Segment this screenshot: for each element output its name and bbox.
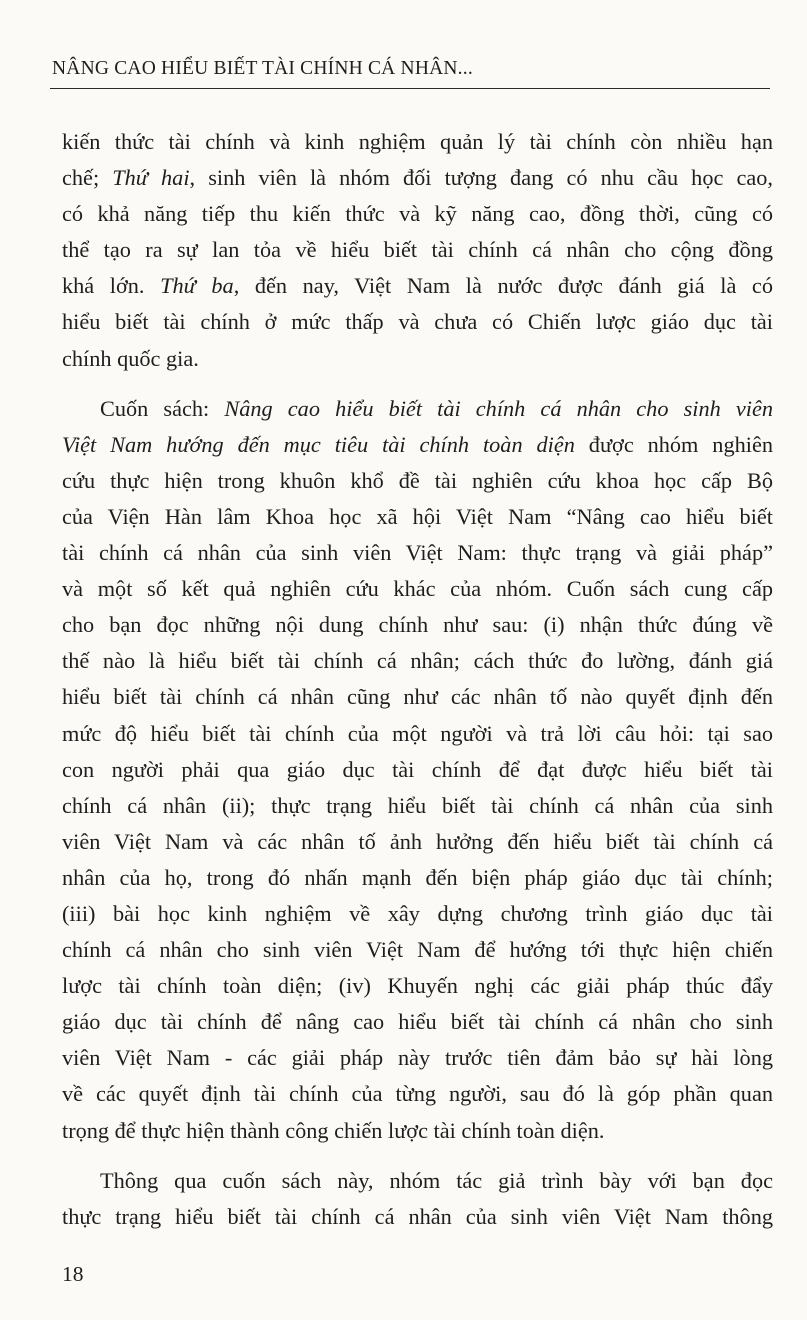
text-line: Cuốn sách: Nâng cao hiểu biết tài chính cá nhân cho sinh viên bbox=[100, 395, 773, 421]
book-title: Nâng cao hiểu biết tài chính cá nhân cho sinh viên bbox=[224, 395, 773, 421]
text-line: con người phải qua giáo dục tài chính để đạt được hiểu biết tài bbox=[62, 756, 773, 782]
text-line: chính quốc gia. bbox=[62, 345, 199, 371]
text-line: về các quyết định tài chính của từng người, sau đó là góp phần quan bbox=[62, 1081, 773, 1107]
text-line: cứu thực hiện trong khuôn khổ đề tài nghiên cứu khoa học cấp Bộ bbox=[62, 467, 773, 493]
page-number: 18 bbox=[62, 1262, 84, 1286]
text-line: tài chính cá nhân của sinh viên Việt Nam: thực trạng và giải pháp” bbox=[62, 540, 773, 566]
text-line: chính cá nhân (ii); thực trạng hiểu biết tài chính cá nhân của sinh bbox=[62, 792, 773, 818]
text-line: có khả năng tiếp thu kiến thức và kỹ năng cao, đồng thời, cũng có bbox=[62, 201, 773, 227]
text-line: thế nào là hiểu biết tài chính cá nhân; cách thức đo lường, đánh giá bbox=[62, 648, 773, 674]
text-line: kiến thức tài chính và kinh nghiệm quản lý tài chính còn nhiều hạn bbox=[62, 129, 773, 154]
text-line: trọng để thực hiện thành công chiến lược tài chính toàn diện. bbox=[62, 1117, 605, 1143]
book-title: Việt Nam hướng đến mục tiêu tài chính toàn diện bbox=[62, 431, 575, 457]
text-line: hiểu biết tài chính cá nhân cũng như các nhân tố nào quyết định đến bbox=[62, 684, 773, 710]
text-line: mức độ hiểu biết tài chính của một người và trả lời câu hỏi: tại sao bbox=[62, 720, 773, 746]
text-line: nhân của họ, trong đó nhấn mạnh đến biện pháp giáo dục tài chính; bbox=[62, 864, 773, 890]
paragraph bbox=[62, 391, 773, 1149]
text-line: Việt Nam hướng đến mục tiêu tài chính toàn diện được nhóm nghiên bbox=[62, 431, 773, 457]
text-line: viên Việt Nam và các nhân tố ảnh hưởng đến hiểu biết tài chính cá bbox=[62, 828, 773, 854]
text-line: lược tài chính toàn diện; (iv) Khuyến nghị các giải pháp thúc đẩy bbox=[62, 973, 773, 999]
text-line: thực trạng hiểu biết tài chính cá nhân của sinh viên Việt Nam thông bbox=[62, 1203, 773, 1229]
header-rule bbox=[50, 88, 770, 89]
running-header: NÂNG CAO HIỂU BIẾT TÀI CHÍNH CÁ NHÂN... bbox=[52, 58, 473, 79]
text-line: (iii) bài học kinh nghiệm về xây dựng chương trình giáo dục tài bbox=[62, 900, 773, 926]
text-line: viên Việt Nam - các giải pháp này trước tiên đảm bảo sự hài lòng bbox=[62, 1045, 773, 1071]
text-line: Thông qua cuốn sách này, nhóm tác giả trình bày với bạn đọc bbox=[100, 1167, 773, 1193]
text-line: khá lớn. Thứ ba, đến nay, Việt Nam là nước được đánh giá là có bbox=[62, 273, 773, 299]
text-line: và một số kết quả nghiên cứu khác của nhóm. Cuốn sách cung cấp bbox=[62, 576, 773, 602]
text-line: cho bạn đọc những nội dung chính như sau: (i) nhận thức đúng về bbox=[62, 612, 773, 638]
text-line: chính cá nhân cho sinh viên Việt Nam để hướng tới thực hiện chiến bbox=[62, 937, 773, 963]
text-line: hiểu biết tài chính ở mức thấp và chưa có Chiến lược giáo dục tài bbox=[62, 309, 773, 335]
paragraph bbox=[62, 124, 773, 377]
text-line: giáo dục tài chính để nâng cao hiểu biết tài chính cá nhân cho sinh bbox=[62, 1009, 773, 1035]
body-text bbox=[62, 124, 773, 1235]
paragraph bbox=[62, 1163, 773, 1235]
text-line: chế; Thứ hai, sinh viên là nhóm đối tượng đang có nhu cầu học cao, bbox=[62, 165, 773, 191]
emphasis: Thứ ba bbox=[160, 273, 234, 299]
text-line: của Viện Hàn lâm Khoa học xã hội Việt Nam “Nâng cao hiểu biết bbox=[62, 503, 773, 529]
emphasis: Thứ hai bbox=[112, 165, 190, 191]
text-line: thể tạo ra sự lan tỏa về hiểu biết tài chính cá nhân cho cộng đồng bbox=[62, 237, 773, 263]
